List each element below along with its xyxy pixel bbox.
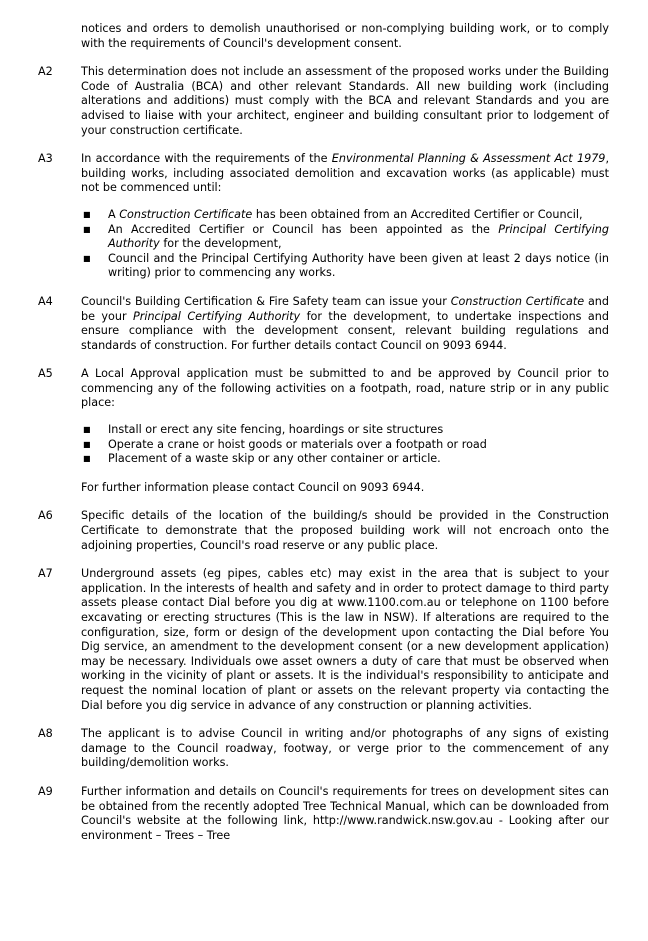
bullet-icon: ■ <box>83 439 91 449</box>
condition-a3 <box>0 152 648 281</box>
continuation-text: notices and orders to demolish unauthorised or non-complying building work, or to comply with the requirements of Council's development consent. <box>81 22 609 50</box>
list-item: ■ Placement of a waste skip or any other container or article. <box>83 452 441 466</box>
condition-number: A7 <box>38 567 53 581</box>
condition-a7 <box>0 567 648 713</box>
condition-text: Further information and details on Council's requirements for trees on development sites can be obtained from the recently adopted Tree Technical Manual, which can be downloaded from Council's website at the following link, http://www.randwick.nsw.gov.au - Looking after our environment – Trees – Tree <box>81 784 609 842</box>
list-item: ■ A Construction Certificate has been obtained from an Accredited Certifier or Council, <box>83 207 583 221</box>
condition-text: Council's Building Certification & Fire Safety team can issue your Construction Certificate and be your Principal Certifying Authority for the development, to undertake inspections and ensure compliance with the development consent, relevant building regulations and standards of construction. For further details contact Council on 9093 6944. <box>81 294 609 352</box>
condition-continuation <box>0 22 648 51</box>
condition-number: A4 <box>38 294 53 308</box>
condition-a4 <box>0 295 648 353</box>
condition-text: This determination does not include an assessment of the proposed works under the Building Code of Australia (BCA) and other relevant Standards. All new building work (including alterations and additions) must comply with the BCA and relevant Standards and you are advised to liaise with your architect, engineer and building consultant prior to lodgement of your construction certificate. <box>81 65 609 137</box>
list-item: ■ An Accredited Certifier or Council has been appointed as the Principal Certifying Authority for the development, <box>83 222 609 251</box>
condition-footer-text: For further information please contact Council on 9093 6944. <box>81 480 425 494</box>
condition-a8 <box>0 727 648 771</box>
bullet-icon: ■ <box>83 209 91 219</box>
condition-number: A5 <box>38 367 53 381</box>
bullet-list <box>81 208 609 281</box>
condition-text: A Local Approval application must be submitted to and be approved by Council prior to commencing any of the following activities on a footpath, road, nature strip or in any public place: <box>81 367 609 410</box>
condition-a5 <box>0 367 648 495</box>
condition-number: A2 <box>38 65 53 79</box>
condition-a2 <box>0 65 648 138</box>
bullet-icon: ■ <box>83 253 91 263</box>
condition-a9 <box>0 785 648 843</box>
condition-number: A3 <box>38 152 53 166</box>
condition-text: In accordance with the requirements of the Environmental Planning & Assessment Act 1979, building works, including associated demolition and excavation works (as applicable) must not be commenced until: <box>81 152 609 195</box>
list-item: ■ Install or erect any site fencing, hoardings or site structures <box>83 423 444 437</box>
condition-text: The applicant is to advise Council in writing and/or photographs of any signs of existing damage to the Council roadway, footway, or verge prior to the commencement of any building/demolition works. <box>81 727 609 770</box>
condition-a6 <box>0 509 648 553</box>
condition-number: A6 <box>38 509 53 523</box>
list-item: ■ Council and the Principal Certifying Authority have been given at least 2 days notice (in writing) prior to commencing any works. <box>83 251 609 280</box>
condition-number: A9 <box>38 784 53 798</box>
list-item: ■ Operate a crane or hoist goods or materials over a footpath or road <box>83 437 487 451</box>
condition-text: Specific details of the location of the building/s should be provided in the Construction Certificate to demonstrate that the proposed building work will not encroach onto the adjoining properties, Council's road reserve or any public place. <box>81 509 609 552</box>
bullet-icon: ■ <box>83 224 91 234</box>
bullet-list <box>81 423 609 467</box>
condition-text: Underground assets (eg pipes, cables etc) may exist in the area that is subject to your application. In the interests of health and safety and in order to protect damage to third party assets please contact Dial before you dig at www.1100.com.au or telephone on 1100 before excavating or erecting structures (This is the law in NSW). If alterations are required to the configuration, size, form or design of the development upon contacting the Dial before You Dig service, an amendment to the development consent (or a new development application) may be necessary. Individuals owe asset owners a duty of care that must be observed when working in the vicinity of plant or assets. It is the individual's responsibility to anticipate and request the nominal location of plant or assets on the relevant property via contacting the Dial before you dig service in advance of any construction or planning activities. <box>81 567 609 712</box>
act-name: Environmental Planning & Assessment Act 1979 <box>331 152 606 166</box>
document-page <box>0 22 648 857</box>
condition-number: A8 <box>38 727 53 741</box>
bullet-icon: ■ <box>83 425 91 435</box>
bullet-icon: ■ <box>83 454 91 464</box>
